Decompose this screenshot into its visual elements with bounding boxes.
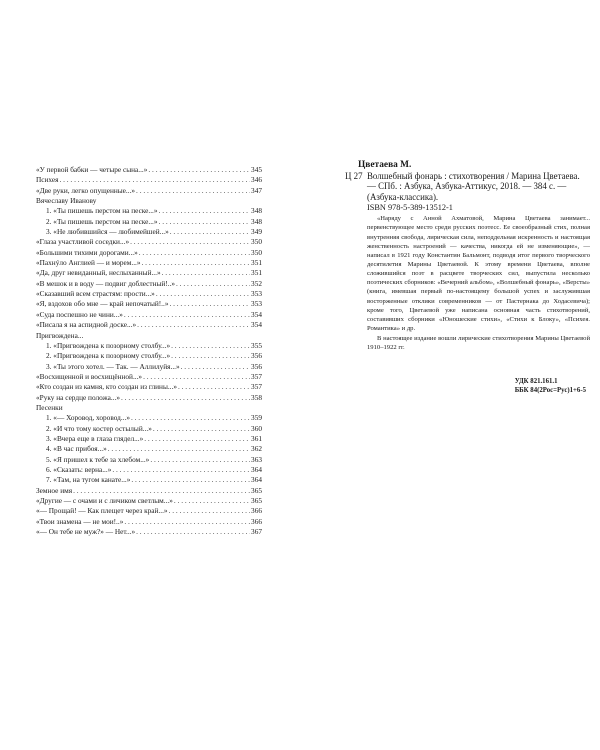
classification-codes xyxy=(515,377,586,395)
toc-entry-page: 366 xyxy=(251,516,262,526)
toc-entry-page: 348 xyxy=(251,216,262,226)
toc-leader-dots xyxy=(108,444,250,454)
table-of-contents xyxy=(36,165,262,537)
toc-leader-dots xyxy=(136,527,250,537)
toc-entry xyxy=(36,486,262,496)
toc-entry-page: 365 xyxy=(251,485,262,495)
toc-entry-title: 3. «Вчера еще в глаза глядел...» xyxy=(46,433,144,443)
toc-entry-page: 346 xyxy=(251,175,262,185)
toc-leader-dots xyxy=(124,517,250,527)
toc-leader-dots xyxy=(153,424,250,434)
toc-entry-title: «Большими тихими дорогами...» xyxy=(36,247,138,257)
toc-leader-dots xyxy=(150,455,250,465)
card-annotation-edition: В настоящее издание вошли лирические стихотворения Марины Цветаевой 1910–1922 гг. xyxy=(367,335,590,352)
toc-entry xyxy=(36,258,262,268)
toc-leader-dots xyxy=(181,362,250,372)
toc-entry-page: 349 xyxy=(251,227,262,237)
card-main-entry xyxy=(345,171,590,202)
toc-entry-page: 350 xyxy=(251,237,262,247)
toc-entry xyxy=(36,372,262,382)
toc-entry-page: 354 xyxy=(251,309,262,319)
toc-entry xyxy=(36,217,262,227)
toc-section-heading: Песенки xyxy=(36,402,63,412)
toc-entry-title: «Твои знамена — не мои!..» xyxy=(36,516,124,526)
toc-entry-title: «Другие — с очами и с личиком светлым...» xyxy=(36,496,173,505)
toc-entry-page: 363 xyxy=(251,454,262,464)
toc-entry-page: 353 xyxy=(251,299,262,309)
toc-entry-page: 367 xyxy=(251,527,262,537)
toc-entry xyxy=(36,227,262,237)
toc-entry xyxy=(36,413,262,423)
toc-entry-page: 356 xyxy=(251,351,262,361)
toc-entry-page: 357 xyxy=(251,371,262,381)
toc-entry-title: Земное имя xyxy=(36,485,73,495)
catalog-card xyxy=(345,160,590,394)
toc-entry-title: Психея xyxy=(36,175,59,185)
toc-leader-dots xyxy=(139,248,250,258)
toc-entry-title: «— Он тебе не муж?» — Нет...» xyxy=(36,527,136,537)
toc-entry xyxy=(36,362,262,372)
toc-entry xyxy=(36,165,262,175)
toc-entry xyxy=(36,248,262,258)
toc-entry-page: 362 xyxy=(251,444,262,454)
toc-entry-page: 364 xyxy=(251,464,262,474)
card-annotation: «Наряду с Анной Ахматовой, Марина Цветаева занимает... первенствующее место среди русских поэтесс. Ее своеобразный стих, полная внутренняя свобода, лирическая сила, неподдельная искренность и настоящая женственность настроений — качества, никогда ей не изменяющие», — написал в 1921 году Константин Бальмонт, подводя итог первого творческого десятилетия Марины Цветаевой. К этому времени Цветаева, вполне сложившийся поэт в расцвете творческих сил, выпустила несколько поэтических сборников: «Вечерний альбом», «Волшебный фонарь», «Версты» (книга, имевшая первый по-настоящему большой успех и заслужившая восторженные отклики современников — от Пастернака до Ходасевича); кроме того, Цветаевой уже написана основная часть стихотворений, составивших сборники «Юношеские стихи», «Стихи к Блоку», «Психея. Романтика» и др. xyxy=(367,215,590,333)
toc-entry-title: «Сказавший всем страстям: прости...» xyxy=(36,289,155,299)
toc-entry-title: «Глаза участливой соседки...» xyxy=(36,237,130,247)
toc-entry-page: 351 xyxy=(251,268,262,278)
toc-entry-title: «В мешок и в воду — подвиг доблестный!..» xyxy=(36,278,176,288)
toc-entry-title: 2. «Ты пишешь перстом на песке...» xyxy=(46,216,158,226)
toc-entry xyxy=(36,237,262,247)
toc-entry-page: 348 xyxy=(251,206,262,216)
toc-entry-title: «Писала я на аспидной доске...» xyxy=(36,320,137,330)
toc-leader-dots xyxy=(178,382,250,392)
toc-entry xyxy=(36,351,262,361)
toc-leader-dots xyxy=(171,351,250,361)
toc-entry xyxy=(36,517,262,527)
toc-entry xyxy=(36,320,262,330)
toc-leader-dots xyxy=(73,486,250,496)
toc-entry-page: 355 xyxy=(251,340,262,350)
toc-entry-title: 2. «И что тому костер остылый...» xyxy=(46,423,152,433)
toc-leader-dots xyxy=(142,258,251,268)
toc-entry-title: «Пахнýло Англией — и морем...» xyxy=(36,258,141,268)
toc-entry-title: 7. «Там, на тугом канате...» xyxy=(46,475,131,485)
toc-leader-dots xyxy=(131,413,250,423)
toc-leader-dots xyxy=(171,341,250,351)
toc-entry-title: 3. «Не любившийся — любимейшей...» xyxy=(46,227,169,237)
toc-entry-title: «У первой бабки — четыре сына...» xyxy=(36,165,148,174)
toc-entry-page: 347 xyxy=(251,185,262,195)
toc-leader-dots xyxy=(176,279,250,289)
toc-entry-page: 353 xyxy=(251,289,262,299)
toc-entry xyxy=(36,506,262,516)
toc-entry-title: 5. «Я пришел к тебе за хлебом...» xyxy=(46,454,150,464)
card-isbn: ISBN 978-5-389-13512-1 xyxy=(367,203,453,213)
toc-entry-page: 345 xyxy=(251,165,262,174)
toc-leader-dots xyxy=(156,289,250,299)
toc-entry-page: 350 xyxy=(251,247,262,257)
toc-entry-title: 6. «Сказать: верна...» xyxy=(46,464,112,474)
toc-entry-title: 2. «Пригвождена к позорному столбу...» xyxy=(46,351,171,361)
toc-entry-title: 1. «Пригвождена к позорному столбу...» xyxy=(46,340,171,350)
toc-entry-page: 358 xyxy=(251,392,262,402)
toc-entry-page: 366 xyxy=(251,506,262,516)
bbk-code: ББК 84(2Рос=Рус)1+6-5 xyxy=(514,387,586,394)
toc-section-heading: Вячеславу Иванову xyxy=(36,196,97,206)
toc-leader-dots xyxy=(136,186,250,196)
toc-leader-dots xyxy=(131,475,250,485)
toc-entry xyxy=(36,206,262,216)
toc-entry-page: 365 xyxy=(251,496,262,505)
toc-entry xyxy=(36,434,262,444)
toc-entry-page: 356 xyxy=(251,361,262,371)
toc-entry xyxy=(36,527,262,537)
toc-entry xyxy=(36,382,262,392)
toc-entry-title: 1. «— Хоровод, хоровод...» xyxy=(46,413,130,423)
toc-entry xyxy=(36,289,262,299)
toc-entry xyxy=(36,455,262,465)
toc-entry-title: «Руку на сердце положа...» xyxy=(36,392,121,402)
toc-entry-title: «Кто создан из камня, кто создан из глины...» xyxy=(36,382,177,392)
toc-leader-dots xyxy=(124,310,250,320)
toc-leader-dots xyxy=(144,434,250,444)
toc-entry xyxy=(36,496,262,506)
toc-entry xyxy=(36,279,262,289)
card-description: Волшебный фонарь : стихотворения / Марина Цветаева. — СПб. : Азбука, Азбука-Аттикус, 2018. — 384 с. — (Азбука-классика). xyxy=(367,171,580,202)
toc-leader-dots xyxy=(59,175,250,185)
toc-leader-dots xyxy=(174,496,250,506)
toc-entry xyxy=(36,475,262,485)
toc-leader-dots xyxy=(169,299,250,309)
toc-entry-title: «Суда поспешно не чини...» xyxy=(36,309,123,319)
toc-leader-dots xyxy=(143,372,250,382)
toc-entry-page: 352 xyxy=(251,278,262,288)
card-author: Цветаева М. xyxy=(358,160,412,170)
toc-entry xyxy=(36,186,262,196)
toc-entry-title: «Я, вздохов обо мне — край непочатый!..» xyxy=(36,299,169,309)
toc-entry xyxy=(36,444,262,454)
toc-entry-title: «— Прощай! — Как плещет через край...» xyxy=(36,506,168,516)
toc-leader-dots xyxy=(162,268,250,278)
toc-entry xyxy=(36,393,262,403)
toc-leader-dots xyxy=(121,393,250,403)
toc-entry-title: «Да, друг невиданный, неслыханный...» xyxy=(36,268,161,278)
toc-entry-title: «Две руки, легко опущенные...» xyxy=(36,185,136,195)
toc-entry xyxy=(36,268,262,278)
toc-leader-dots xyxy=(112,465,250,475)
toc-leader-dots xyxy=(169,506,250,516)
toc-entry-title: 3. «Ты этого хотел. — Так. — Аллилуйя...» xyxy=(46,361,180,371)
toc-entry xyxy=(36,424,262,434)
toc-entry-page: 354 xyxy=(251,320,262,330)
toc-entry-title: «Восхищенной и восхищённой...» xyxy=(36,371,143,381)
toc-leader-dots xyxy=(159,206,251,216)
toc-entry xyxy=(36,310,262,320)
toc-leader-dots xyxy=(159,217,251,227)
card-udc-mark: Ц 27 xyxy=(345,171,363,181)
toc-leader-dots xyxy=(130,237,250,247)
toc-leader-dots xyxy=(170,227,250,237)
toc-entry-title: 4. «В час прибоя...» xyxy=(46,444,107,454)
toc-entry-page: 360 xyxy=(251,423,262,433)
toc-entry-page: 359 xyxy=(251,413,262,423)
toc-entry xyxy=(36,341,262,351)
toc-leader-dots xyxy=(148,165,250,175)
toc-entry xyxy=(36,299,262,309)
toc-leader-dots xyxy=(137,320,250,330)
udk-code: УДК 821.161.1 xyxy=(514,378,558,385)
toc-entry-title: 1. «Ты пишешь перстом на песке...» xyxy=(46,206,158,216)
toc-entry-page: 364 xyxy=(251,475,262,485)
toc-section-heading: Пригвождена... xyxy=(36,330,84,340)
toc-entry-page: 361 xyxy=(251,433,262,443)
toc-entry-page: 351 xyxy=(251,258,262,268)
toc-entry xyxy=(36,175,262,185)
toc-entry-page: 357 xyxy=(251,382,262,392)
toc-entry xyxy=(36,465,262,475)
